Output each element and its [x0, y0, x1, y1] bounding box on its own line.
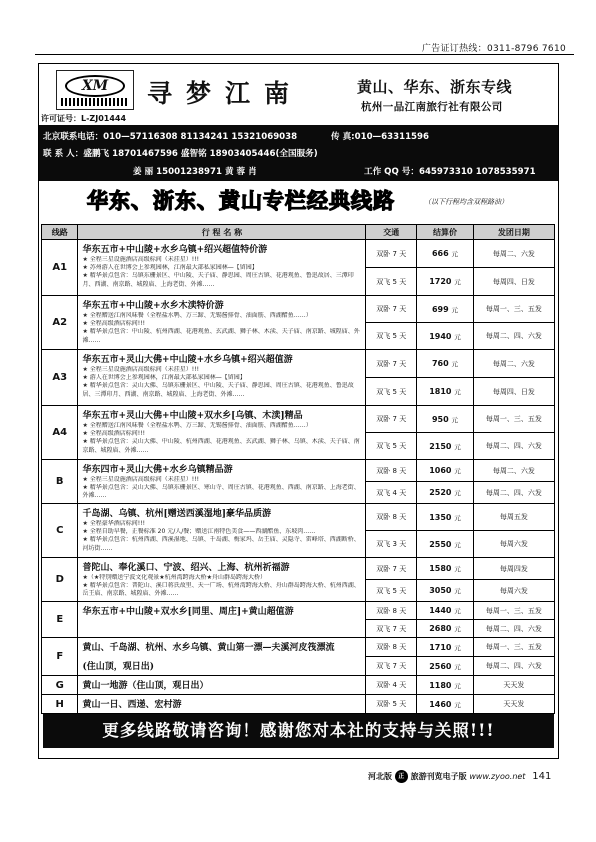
- departure-cell: 每周一、三、五发: [473, 602, 554, 620]
- price-value: 1810: [429, 387, 452, 396]
- table-row: [42, 602, 555, 620]
- price-value: 2150: [429, 441, 452, 451]
- brand-name: 寻梦江南: [147, 79, 304, 108]
- price-value: 2680: [429, 624, 452, 633]
- footer-slogan: 更多线路敬请咨询！感谢您对本社的支持与关照!!!: [43, 714, 554, 748]
- transport-cell: 双飞 4 天: [366, 482, 417, 504]
- route-code: A1: [42, 240, 78, 296]
- price-value: 1580: [429, 564, 452, 573]
- route-bullet: ★ 精华景点包含：杭州西湖、西溪湿地、乌镇、千岛湖、梅家坞、岳王庙、灵隐寺、雷峰塔、西湖断桥、河坊街……: [82, 536, 360, 552]
- transport-cell: 双飞 5 天: [366, 323, 417, 350]
- transport-cell: 双卧 5 天: [366, 695, 417, 714]
- page-footer: [368, 770, 551, 783]
- price-cell: [417, 460, 474, 482]
- route-title: 华东五市+灵山大佛+中山陵+水乡乌镇+绍兴超值游: [82, 355, 293, 365]
- license-number: 许可证号：L-ZJ01444: [41, 114, 127, 123]
- price-value: 3050: [429, 586, 452, 595]
- contact-persons-2: 姜 丽 15001238971 黄 蓉 肖: [133, 167, 257, 177]
- transport-cell: 双卧 7 天: [366, 240, 417, 268]
- price-cell: [417, 638, 474, 657]
- price-cell: [417, 657, 474, 676]
- price-unit: 元: [454, 607, 461, 615]
- edition-label: 河北版: [368, 772, 392, 781]
- banner-note: （以下行程均含双程路油）: [424, 198, 508, 206]
- price-unit: 元: [451, 305, 458, 314]
- route-bullet: ★ 全程豪华酒店标间!!!: [82, 520, 145, 527]
- price-value: 950: [431, 414, 449, 424]
- price-value: 760: [431, 359, 449, 368]
- transport-cell: 双飞 3 天: [366, 531, 417, 558]
- price-cell: [417, 240, 474, 268]
- logo-mark: XM: [65, 75, 125, 97]
- price-value: 1350: [429, 512, 452, 522]
- price-unit: 元: [451, 250, 458, 258]
- table-row: [42, 350, 555, 378]
- price-value: 699: [431, 304, 449, 314]
- table-row: [42, 676, 555, 695]
- contact-persons: 联 系 人：盛鹏飞 18701467596 盛智铭 18903405446(全国服务): [43, 149, 318, 159]
- contact-bar: [39, 125, 558, 181]
- lines-title: 黄山、华东、浙东专线: [357, 78, 513, 96]
- route-title: 普陀山、奉化溪口、宁波、绍兴、上海、杭州祈福游: [82, 563, 290, 573]
- transport-cell: 双飞 5 天: [366, 268, 417, 296]
- departure-cell: 每周六发: [473, 531, 554, 558]
- table-row: [42, 406, 555, 433]
- price-unit: 元: [454, 278, 461, 286]
- route-bullet: ★ 全程高级酒店标间!!!: [82, 320, 145, 328]
- page-number: 141: [532, 771, 552, 782]
- route-title: 华东五市+中山陵+水乡乌镇+绍兴超值特价游: [82, 245, 268, 255]
- qq-numbers: 工作 QQ 号：645973310 1078535971: [364, 167, 536, 177]
- departure-cell: 每周二、四、六发: [473, 323, 554, 350]
- departure-cell: 天天发: [473, 676, 554, 695]
- transport-cell: 双卧 7 天: [366, 350, 417, 378]
- route-title: 黄山一地游（住山顶，观日出）: [82, 681, 209, 691]
- page-top: [0, 0, 596, 62]
- route-description: [78, 676, 366, 695]
- routes-body: [42, 240, 555, 714]
- price-unit: 元: [451, 415, 458, 424]
- header-departure: 发团日期: [473, 225, 554, 240]
- price-unit: 元: [454, 332, 461, 341]
- route-code: E: [42, 602, 78, 638]
- route-code: B: [42, 460, 78, 504]
- price-cell: [417, 406, 474, 433]
- departure-cell: 每周四、日发: [473, 268, 554, 296]
- price-cell: [417, 350, 474, 378]
- route-code: A3: [42, 350, 78, 406]
- table-header-row: [42, 225, 555, 240]
- edition-circle-icon: 正: [395, 770, 408, 783]
- price-value: 1180: [429, 680, 452, 690]
- route-bullet: ★ 精华景点包含：中山陵、杭州西湖、花港观鱼、玄武湖、狮子林、木渎、夫子庙、南京路、城隍庙、外滩……: [82, 328, 360, 344]
- fax-number: 传 真:010—63311596: [331, 132, 429, 142]
- departure-cell: 每周一、三、五发: [473, 406, 554, 433]
- departure-cell: 每周一、三、五发: [473, 296, 554, 323]
- route-description: [78, 558, 366, 602]
- transport-cell: 双卧 8 天: [366, 460, 417, 482]
- beijing-phones: 北京联系电话：010—57116308 81134241 15321069038: [43, 132, 298, 142]
- transport-cell: 双飞 5 天: [366, 580, 417, 602]
- ad-frame: [38, 63, 559, 759]
- price-unit: 元: [451, 360, 458, 368]
- price-cell: [417, 378, 474, 406]
- price-cell: [417, 323, 474, 350]
- transport-cell: 双卧 7 天: [366, 558, 417, 580]
- route-subtitle: (住山顶，观日出): [82, 662, 155, 672]
- route-bullet: ★ 全程三星设施酒店高级标间（未挂星）!!!: [82, 256, 199, 263]
- route-code: A4: [42, 406, 78, 460]
- departure-cell: 每周二、六发: [473, 350, 554, 378]
- route-description: [78, 504, 366, 558]
- ad-hotline: 广告证订热线：0311-8796 7610: [421, 44, 566, 54]
- price-unit: 元: [454, 513, 461, 522]
- agency-name: 杭州一品江南旅行社有限公司: [361, 101, 503, 113]
- price-unit: 元: [454, 643, 461, 652]
- route-bullet: ★ 游人在世博会上参观园林，江南最大部私家园林—【留园】: [82, 374, 246, 382]
- transport-cell: 双飞 5 天: [366, 433, 417, 460]
- price-unit: 元: [454, 587, 461, 595]
- route-bullet: ★ 精华景点包含：乌镇东栅景区、中山陵、夫子庙、静思园、周庄古镇、花港观鱼、鲁迅故居、三潭印月、西湖、南京路、城隍庙、上海老街、外滩……: [82, 272, 354, 288]
- departure-cell: 每周二、四、六发: [473, 433, 554, 460]
- table-row: [42, 296, 555, 323]
- route-description: [78, 602, 366, 638]
- departure-cell: 每周二、六发: [473, 460, 554, 482]
- route-title: 华东四市+灵山大佛+水乡乌镇精品游: [82, 465, 233, 475]
- price-cell: [417, 620, 474, 638]
- route-code: G: [42, 676, 78, 695]
- departure-cell: 每周四、日发: [473, 378, 554, 406]
- route-bullet: ★ 全程高级酒店标间!!!: [82, 430, 145, 438]
- route-title: 千岛湖、乌镇、杭州[赠送西溪湿地]豪华品质游: [82, 509, 272, 519]
- header-code: 线路: [42, 225, 78, 240]
- departure-cell: 每周一、三、五发: [473, 638, 554, 657]
- routes-table: [41, 224, 555, 714]
- price-value: 1460: [429, 699, 452, 709]
- price-value: 1710: [429, 642, 452, 652]
- transport-cell: 双卧 8 天: [366, 602, 417, 620]
- price-unit: 元: [454, 700, 461, 709]
- price-unit: 元: [454, 442, 461, 451]
- route-code: F: [42, 638, 78, 676]
- route-bullet: ★（★特别赠送宁波文化观景★杭州湾跨海大桥★舟山群岛跨海大桥）: [82, 574, 267, 581]
- departure-cell: 每周二、四、六发: [473, 657, 554, 676]
- logo-stripes: [61, 98, 129, 106]
- departure-cell: 每周四发: [473, 558, 554, 580]
- route-code: D: [42, 558, 78, 602]
- route-bullet: ★ 精华景点包含：灵山大佛、乌镇东栅景区、寒山寺、周庄古镇、花港观鱼、西湖、南京路、上海老街、外滩……: [82, 484, 360, 500]
- table-row: [42, 558, 555, 580]
- route-title: 黄山一日、西递、宏村游: [82, 700, 182, 710]
- route-description: [78, 695, 366, 714]
- edition-name: 旅游刊览电子版: [410, 772, 467, 781]
- price-value: 1440: [429, 606, 452, 615]
- price-cell: [417, 296, 474, 323]
- price-unit: 元: [454, 565, 461, 573]
- price-unit: 元: [454, 681, 461, 690]
- route-bullet: ★ 精华景点包含：灵山大佛、乌镇东栅景区、中山陵、夫子庙、静思园、周庄古镇、花港观鱼、鲁迅故居、三潭印月、西湖、南京路、城隍庙、上海老街、外滩……: [82, 382, 354, 398]
- price-cell: [417, 676, 474, 695]
- table-row: [42, 638, 555, 657]
- price-value: 666: [431, 249, 449, 258]
- route-bullet: ★ 精华景点包含：灵山大佛、中山陵、杭州西湖、花港观鱼、玄武湖、狮子林、乌镇、木渎、夫子庙、南京路、城隍庙、外滩……: [82, 438, 360, 454]
- price-unit: 元: [454, 625, 461, 633]
- price-value: 2550: [429, 539, 452, 549]
- route-description: [78, 350, 366, 406]
- price-unit: 元: [454, 388, 461, 396]
- price-unit: 元: [454, 489, 461, 497]
- route-title: 华东五市+灵山大佛+中山陵+双水乡[乌镇、木渎]精品: [82, 411, 303, 421]
- route-bullet: ★ 全程赠送江南风味餐（全程盐水鸭、万三蹄、无锡酱排骨、油面筋、西湖醋鱼……）: [82, 422, 312, 429]
- route-code: C: [42, 504, 78, 558]
- transport-cell: 双卧 8 天: [366, 504, 417, 531]
- departure-cell: 每周二、四、六发: [473, 620, 554, 638]
- transport-cell: 双飞 7 天: [366, 620, 417, 638]
- table-row: [42, 240, 555, 268]
- route-bullet: ★ 苏州游人在世博会上参观园林，江南最大部私家园林—【留园】: [82, 264, 258, 272]
- table-row: [42, 460, 555, 482]
- price-value: 1060: [429, 466, 452, 475]
- table-row: [42, 504, 555, 531]
- route-description: [78, 406, 366, 460]
- route-bullet: ★ 全程三星设施酒店高级标间（未挂星）!!!: [82, 366, 199, 373]
- route-bullet: ★ 全程三星设施酒店高级标间（未挂星）!!!: [82, 476, 199, 483]
- route-code: A2: [42, 296, 78, 350]
- transport-cell: 双卧 4 天: [366, 676, 417, 695]
- route-description: [78, 460, 366, 504]
- route-code: H: [42, 695, 78, 714]
- transport-cell: 双卧 7 天: [366, 296, 417, 323]
- price-value: 2520: [429, 488, 452, 497]
- price-value: 1940: [429, 331, 452, 341]
- transport-cell: 双飞 5 天: [366, 378, 417, 406]
- company-logo: [56, 70, 134, 110]
- top-rule: [35, 54, 574, 55]
- header-route: 行 程 名 称: [78, 225, 366, 240]
- header-transport: 交通: [366, 225, 417, 240]
- route-description: [78, 638, 366, 676]
- price-cell: [417, 558, 474, 580]
- transport-cell: 双卧 8 天: [366, 638, 417, 657]
- price-cell: [417, 580, 474, 602]
- route-title: 华东五市+中山陵+双水乡[同里、周庄]+黄山超值游: [82, 607, 294, 617]
- route-bullet: ★ 全程赠送江南风味餐（全程盐水鸭、万三蹄、无锡酱排骨、油面筋、西湖醋鱼……）: [82, 312, 312, 319]
- transport-cell: 双卧 7 天: [366, 406, 417, 433]
- price-unit: 元: [454, 467, 461, 475]
- table-row: [42, 695, 555, 714]
- departure-cell: 每周二、六发: [473, 240, 554, 268]
- route-description: [78, 296, 366, 350]
- price-cell: [417, 695, 474, 714]
- departure-cell: 天天发: [473, 695, 554, 714]
- departure-cell: 每周六发: [473, 580, 554, 602]
- route-title: 黄山、千岛湖、杭州、水乡乌镇、黄山第一漂—夫溪河皮筏漂流: [82, 643, 335, 653]
- site-url: www.zyoo.net: [469, 772, 526, 781]
- transport-cell: 双飞 7 天: [366, 657, 417, 676]
- departure-cell: 每周五发: [473, 504, 554, 531]
- route-description: [78, 240, 366, 296]
- route-title: 华东五市+中山陵+水乡木渎特价游: [82, 301, 224, 311]
- price-cell: [417, 268, 474, 296]
- price-value: 2560: [429, 661, 452, 671]
- route-bullet: ★ 全程自助早餐，正餐标准 20 元/人/餐；赠送江南特色美食——西湖醋鱼、东坡肉……: [82, 528, 316, 536]
- price-cell: [417, 482, 474, 504]
- price-cell: [417, 531, 474, 558]
- section-banner: 华东、浙东、黄山专栏经典线路: [87, 189, 395, 213]
- price-cell: [417, 433, 474, 460]
- price-cell: [417, 602, 474, 620]
- route-bullet: ★ 精华景点包含：普陀山、溪口蒋氏故里、天一广场、杭州湾跨海大桥、舟山群岛跨海大桥、杭州西湖、岳王庙、南京路、城隍庙、外滩……: [82, 582, 360, 598]
- price-value: 1720: [429, 277, 452, 286]
- price-unit: 元: [454, 540, 461, 549]
- header-price: 结算价: [417, 225, 474, 240]
- departure-cell: 每周二、四、六发: [473, 482, 554, 504]
- price-unit: 元: [454, 662, 461, 671]
- price-cell: [417, 504, 474, 531]
